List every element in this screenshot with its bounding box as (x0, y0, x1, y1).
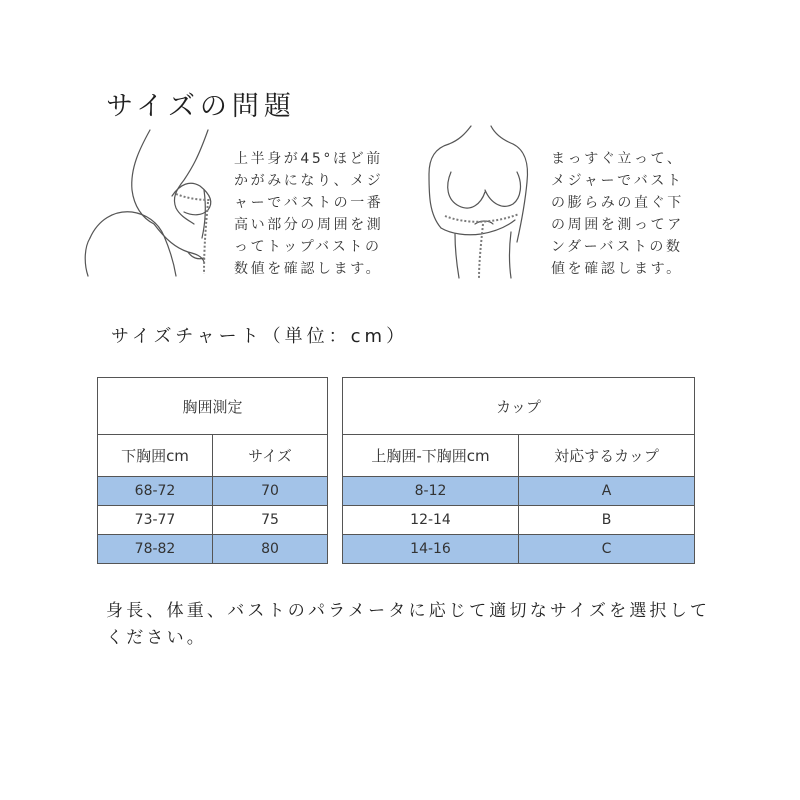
cup-letter-cell: B (519, 506, 695, 535)
band-underbust-cell: 68-72 (98, 477, 213, 506)
cup-difference-cell: 8-12 (343, 477, 519, 506)
cup-difference-cell: 14-16 (343, 535, 519, 564)
cup-table-header: カップ (343, 378, 695, 435)
band-col-size: サイズ (213, 435, 328, 477)
top-bust-measure-illustration (80, 128, 225, 278)
top-bust-instruction: 上半身が45°ほど前 かがみになり、メジ ャーでバストの一番 高い部分の周囲を測 ってトップバストの 数値を確認します。 (234, 151, 384, 277)
band-col-underbust: 下胸囲cm (98, 435, 213, 477)
table-row (343, 506, 695, 535)
table-row (98, 506, 328, 535)
page-title: サイズの問題 (106, 91, 296, 122)
table-row (98, 477, 328, 506)
table-row (343, 477, 695, 506)
under-bust-measure-illustration (415, 124, 545, 280)
band-size-cell: 75 (213, 506, 328, 535)
under-bust-instruction: まっすぐ立って、 メジャーでバスト の膨らみの直ぐ下 の周囲を測ってア ンダーバストの数 値を確認します。 (551, 151, 684, 277)
size-chart-title: サイズチャート（単位：cm） (111, 326, 409, 347)
band-underbust-cell: 73-77 (98, 506, 213, 535)
band-size-cell: 70 (213, 477, 328, 506)
size-selection-note: 身長、体重、バストのパラメータに応じて適切なサイズを選択してください。 (106, 601, 711, 648)
cup-size-table (342, 377, 695, 564)
cup-letter-cell: A (519, 477, 695, 506)
band-underbust-cell: 78-82 (98, 535, 213, 564)
table-row (98, 535, 328, 564)
cup-col-difference: 上胸囲-下胸囲cm (343, 435, 519, 477)
band-size-cell: 80 (213, 535, 328, 564)
table-row (343, 535, 695, 564)
band-table-header: 胸囲測定 (98, 378, 328, 435)
cup-letter-cell: C (519, 535, 695, 564)
cup-col-cup: 対応するカップ (519, 435, 695, 477)
band-size-table (97, 377, 328, 564)
cup-difference-cell: 12-14 (343, 506, 519, 535)
